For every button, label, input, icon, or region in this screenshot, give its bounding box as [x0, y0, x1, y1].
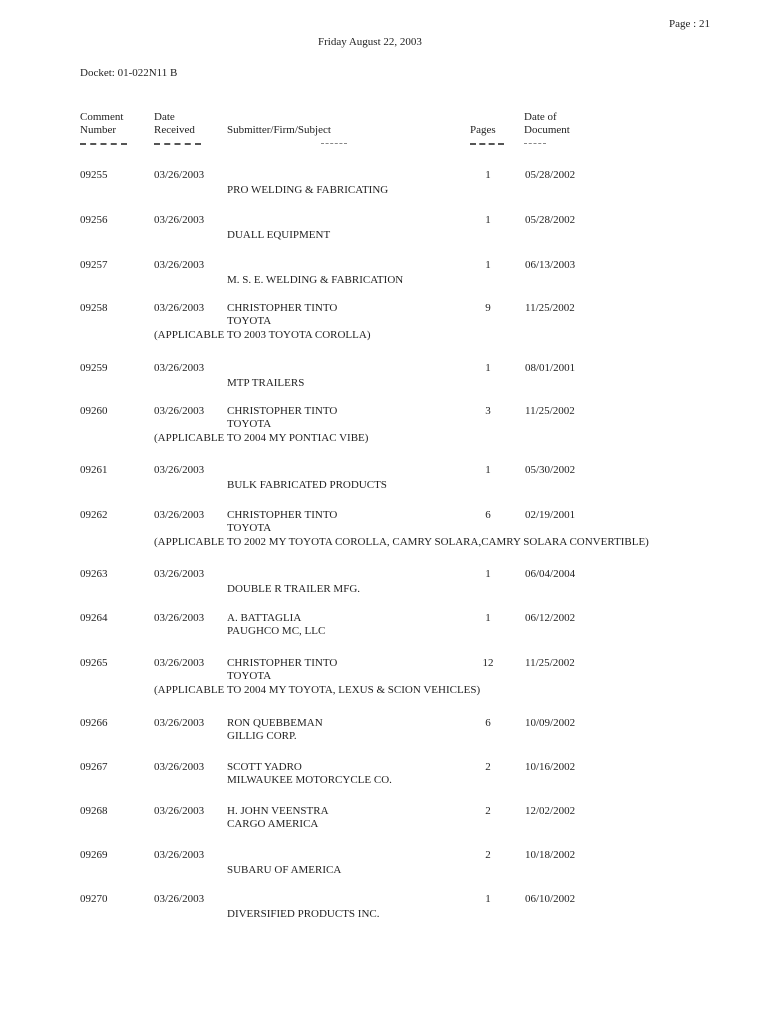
- page-count: 2: [485, 805, 491, 817]
- date-received: 03/26/2003: [154, 849, 205, 861]
- comment-number: 09256: [80, 214, 108, 226]
- header-pages: Pages: [470, 124, 496, 136]
- comment-number: 09257: [80, 259, 108, 271]
- applicability-note: (APPLICABLE TO 2004 MY TOYOTA, LEXUS & SCION VEHICLES): [154, 684, 481, 696]
- comment-number: 09255: [80, 169, 108, 181]
- document-date: 05/28/2002: [525, 169, 576, 181]
- document-date: 11/25/2002: [525, 302, 575, 314]
- comment-number: 09266: [80, 717, 108, 729]
- document-date: 08/01/2001: [525, 362, 576, 374]
- document-date: 05/28/2002: [525, 214, 576, 226]
- date-received: 03/26/2003: [154, 509, 205, 521]
- document-date: 02/19/2001: [525, 509, 576, 521]
- document-date: 10/18/2002: [525, 849, 576, 861]
- docket-number: Docket: 01-022N11 B: [80, 67, 178, 79]
- table-row: [0, 508, 770, 568]
- page-count: 2: [485, 849, 491, 861]
- date-received: 03/26/2003: [154, 362, 205, 374]
- table-row: [0, 892, 770, 952]
- firm-name: TOYOTA: [227, 522, 272, 534]
- firm-name: TOYOTA: [227, 315, 272, 327]
- document-date: 10/16/2002: [525, 761, 576, 773]
- page-count: 1: [485, 568, 491, 580]
- page-count: 1: [485, 214, 491, 226]
- submitter-name: SCOTT YADRO: [227, 761, 302, 773]
- submitter-name: CHRISTOPHER TINTO: [227, 509, 338, 521]
- header-date-of-document: Date of Document: [524, 111, 570, 136]
- table-row: [0, 301, 770, 361]
- submitter-name: H. JOHN VEENSTRA: [227, 805, 329, 817]
- firm-name: CARGO AMERICA: [227, 818, 319, 830]
- firm-name: DUALL EQUIPMENT: [227, 229, 331, 241]
- applicability-note: (APPLICABLE TO 2004 MY PONTIAC VIBE): [154, 432, 369, 444]
- comment-number: 09264: [80, 612, 108, 624]
- table-row: [0, 656, 770, 716]
- header-underline: [524, 143, 546, 144]
- header-submitter: Submitter/Firm/Subject: [227, 124, 331, 136]
- firm-name: BULK FABRICATED PRODUCTS: [227, 479, 387, 491]
- header-comment-number: Comment Number: [80, 111, 124, 136]
- document-date: 05/30/2002: [525, 464, 576, 476]
- submitter-name: CHRISTOPHER TINTO: [227, 302, 338, 314]
- comment-number: 09265: [80, 657, 108, 669]
- date-received: 03/26/2003: [154, 214, 205, 226]
- submitter-name: RON QUEBBEMAN: [227, 717, 323, 729]
- firm-name: MILWAUKEE MOTORCYCLE CO.: [227, 774, 392, 786]
- firm-name: PAUGHCO MC, LLC: [227, 625, 326, 637]
- date-received: 03/26/2003: [154, 169, 205, 181]
- page-count: 1: [485, 464, 491, 476]
- submitter-name: CHRISTOPHER TINTO: [227, 405, 338, 417]
- document-date: 06/13/2003: [525, 259, 576, 271]
- page-count: 9: [485, 302, 491, 314]
- firm-name: DOUBLE R TRAILER MFG.: [227, 583, 361, 595]
- document-date: 06/10/2002: [525, 893, 576, 905]
- comment-number: 09267: [80, 761, 108, 773]
- document-date: 06/04/2004: [525, 568, 576, 580]
- firm-name: GILLIG CORP.: [227, 730, 297, 742]
- page-count: 6: [485, 509, 491, 521]
- comment-number: 09259: [80, 362, 108, 374]
- date-received: 03/26/2003: [154, 717, 205, 729]
- comment-number: 09260: [80, 405, 108, 417]
- firm-name: MTP TRAILERS: [227, 377, 305, 389]
- page-number: Page : 21: [669, 18, 710, 30]
- applicability-note: (APPLICABLE TO 2003 TOYOTA COROLLA): [154, 329, 371, 341]
- page-count: 3: [485, 405, 491, 417]
- firm-name: TOYOTA: [227, 670, 272, 682]
- comment-number: 09269: [80, 849, 108, 861]
- header-underline: [154, 143, 201, 145]
- firm-name: PRO WELDING & FABRICATING: [227, 184, 389, 196]
- header-date-received: Date Received: [154, 111, 195, 136]
- firm-name: TOYOTA: [227, 418, 272, 430]
- submitter-name: A. BATTAGLIA: [227, 612, 302, 624]
- comment-number: 09268: [80, 805, 108, 817]
- table-row: [0, 404, 770, 464]
- date-received: 03/26/2003: [154, 568, 205, 580]
- document-date: 11/25/2002: [525, 657, 575, 669]
- firm-name: SUBARU OF AMERICA: [227, 864, 342, 876]
- report-date: Friday August 22, 2003: [318, 36, 422, 48]
- date-received: 03/26/2003: [154, 464, 205, 476]
- page-count: 6: [485, 717, 491, 729]
- date-received: 03/26/2003: [154, 405, 205, 417]
- page-count: 2: [485, 761, 491, 773]
- date-received: 03/26/2003: [154, 259, 205, 271]
- page-count: 1: [485, 169, 491, 181]
- date-received: 03/26/2003: [154, 612, 205, 624]
- submitter-name: CHRISTOPHER TINTO: [227, 657, 338, 669]
- header-underline: [321, 143, 347, 144]
- date-received: 03/26/2003: [154, 893, 205, 905]
- date-received: 03/26/2003: [154, 805, 205, 817]
- comment-number: 09262: [80, 509, 108, 521]
- document-date: 11/25/2002: [525, 405, 575, 417]
- date-received: 03/26/2003: [154, 761, 205, 773]
- document-date: 10/09/2002: [525, 717, 576, 729]
- page-count: 1: [485, 612, 491, 624]
- firm-name: DIVERSIFIED PRODUCTS INC.: [227, 908, 380, 920]
- page-count: 1: [485, 259, 491, 271]
- document-date: 06/12/2002: [525, 612, 576, 624]
- comment-number: 09258: [80, 302, 108, 314]
- comment-number: 09263: [80, 568, 108, 580]
- page-count: 1: [485, 362, 491, 374]
- comment-number: 09270: [80, 893, 108, 905]
- firm-name: M. S. E. WELDING & FABRICATION: [227, 274, 404, 286]
- header-underline: [80, 143, 127, 145]
- header-underline: [470, 143, 504, 145]
- applicability-note: (APPLICABLE TO 2002 MY TOYOTA COROLLA, CAMRY SOLARA,CAMRY SOLARA CONVERTIBLE): [154, 536, 649, 548]
- page-count: 12: [482, 657, 494, 669]
- comment-number: 09261: [80, 464, 108, 476]
- document-date: 12/02/2002: [525, 805, 576, 817]
- date-received: 03/26/2003: [154, 657, 205, 669]
- page-count: 1: [485, 893, 491, 905]
- date-received: 03/26/2003: [154, 302, 205, 314]
